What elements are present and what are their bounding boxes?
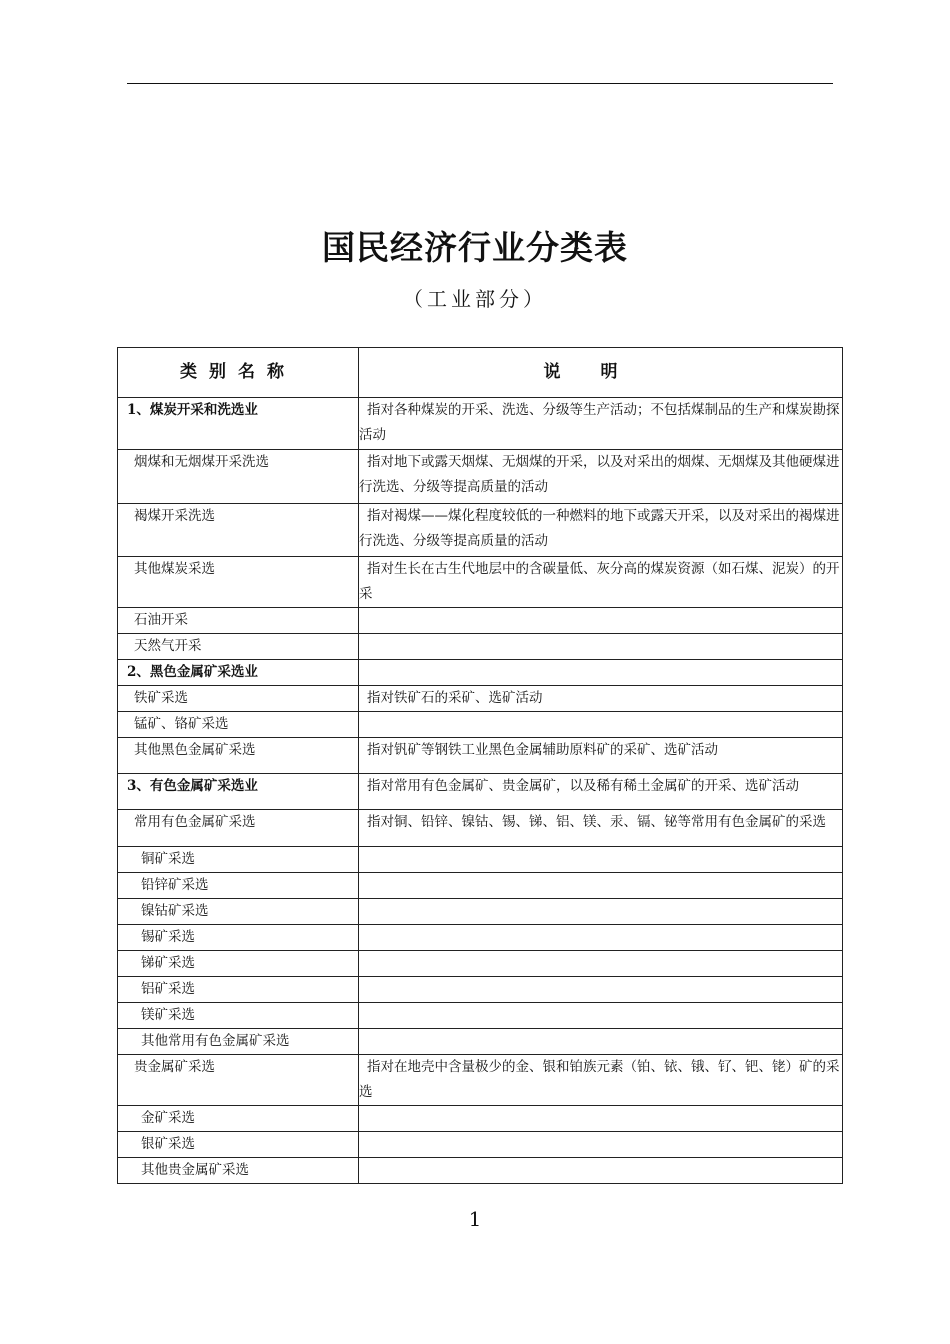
category-name-cell: 天然气开采 bbox=[118, 634, 359, 660]
category-name-cell: 铜矿采选 bbox=[118, 847, 359, 873]
category-name-cell: 锰矿、铬矿采选 bbox=[118, 712, 359, 738]
page-number: 1 bbox=[468, 1207, 482, 1231]
description-cell bbox=[359, 712, 843, 738]
category-name-cell: 镍钴矿采选 bbox=[118, 899, 359, 925]
category-name-cell: 铝矿采选 bbox=[118, 977, 359, 1003]
document-title: 国民经济行业分类表 bbox=[322, 228, 628, 267]
description-cell bbox=[359, 977, 843, 1003]
table-row bbox=[118, 1029, 843, 1055]
category-name-cell: 铁矿采选 bbox=[118, 686, 359, 712]
table-row bbox=[118, 1106, 843, 1132]
table-row bbox=[118, 810, 843, 847]
description-cell bbox=[359, 847, 843, 873]
category-name-cell: 银矿采选 bbox=[118, 1132, 359, 1158]
description-cell bbox=[359, 608, 843, 634]
header-category-name: 类别名称 bbox=[118, 348, 359, 398]
table-row bbox=[118, 847, 843, 873]
table-header-row bbox=[118, 348, 843, 398]
table-row bbox=[118, 951, 843, 977]
description-cell bbox=[359, 873, 843, 899]
description-cell bbox=[359, 1106, 843, 1132]
table-row bbox=[118, 1055, 843, 1106]
table-row bbox=[118, 557, 843, 608]
table-body bbox=[118, 398, 843, 1184]
description-cell bbox=[359, 925, 843, 951]
category-name-cell: 金矿采选 bbox=[118, 1106, 359, 1132]
category-name-cell: 烟煤和无烟煤开采洗选 bbox=[118, 450, 359, 504]
description-cell: 指对在地壳中含量极少的金、银和铂族元素（铂、铱、锇、钌、钯、铑）矿的采选 bbox=[359, 1055, 843, 1106]
table-row bbox=[118, 1158, 843, 1184]
table-row bbox=[118, 686, 843, 712]
table-row bbox=[118, 398, 843, 450]
category-name-cell: 其他煤炭采选 bbox=[118, 557, 359, 608]
header-rule bbox=[127, 83, 833, 84]
description-cell: 指对各种煤炭的开采、洗选、分级等生产活动；不包括煤制品的生产和煤炭勘探活动 bbox=[359, 398, 843, 450]
table-row bbox=[118, 1132, 843, 1158]
description-cell bbox=[359, 634, 843, 660]
category-name-cell: 锑矿采选 bbox=[118, 951, 359, 977]
table-row bbox=[118, 660, 843, 686]
description-cell: 指对地下或露天烟煤、无烟煤的开采，以及对采出的烟煤、无烟煤及其他硬煤进行洗选、分级等提高质量的活动 bbox=[359, 450, 843, 504]
category-name-cell: 其他常用有色金属矿采选 bbox=[118, 1029, 359, 1055]
category-name-cell: 常用有色金属矿采选 bbox=[118, 810, 359, 847]
category-name-cell: 1、煤炭开采和洗选业 bbox=[118, 398, 359, 450]
description-cell bbox=[359, 1029, 843, 1055]
category-name-cell: 其他黑色金属矿采选 bbox=[118, 738, 359, 774]
table-row bbox=[118, 873, 843, 899]
description-cell: 指对生长在古生代地层中的含碳量低、灰分高的煤炭资源（如石煤、泥炭）的开采 bbox=[359, 557, 843, 608]
category-name-cell: 镁矿采选 bbox=[118, 1003, 359, 1029]
table-row bbox=[118, 1003, 843, 1029]
description-cell bbox=[359, 951, 843, 977]
category-name-cell: 贵金属矿采选 bbox=[118, 1055, 359, 1106]
table-row bbox=[118, 774, 843, 810]
table-row bbox=[118, 738, 843, 774]
category-name-cell: 锡矿采选 bbox=[118, 925, 359, 951]
description-cell: 指对常用有色金属矿、贵金属矿，以及稀有稀土金属矿的开采、选矿活动 bbox=[359, 774, 843, 810]
table-row bbox=[118, 712, 843, 738]
table-row bbox=[118, 634, 843, 660]
classification-table bbox=[117, 347, 843, 1184]
category-name-cell: 3、有色金属矿采选业 bbox=[118, 774, 359, 810]
description-cell bbox=[359, 1003, 843, 1029]
document-subtitle: （工业部分） bbox=[403, 287, 547, 311]
table-row bbox=[118, 608, 843, 634]
description-cell: 指对褐煤——煤化程度较低的一种燃料的地下或露天开采，以及对采出的褐煤进行洗选、分级等提高质量的活动 bbox=[359, 504, 843, 557]
table-row bbox=[118, 450, 843, 504]
description-cell bbox=[359, 899, 843, 925]
category-name-cell: 铅锌矿采选 bbox=[118, 873, 359, 899]
table-row bbox=[118, 977, 843, 1003]
description-cell: 指对铜、铅锌、镍钴、锡、锑、铝、镁、汞、镉、铋等常用有色金属矿的采选 bbox=[359, 810, 843, 847]
table-row bbox=[118, 925, 843, 951]
description-cell: 指对钒矿等钢铁工业黑色金属辅助原料矿的采矿、选矿活动 bbox=[359, 738, 843, 774]
description-cell bbox=[359, 1132, 843, 1158]
table-row bbox=[118, 899, 843, 925]
category-name-cell: 褐煤开采洗选 bbox=[118, 504, 359, 557]
description-cell: 指对铁矿石的采矿、选矿活动 bbox=[359, 686, 843, 712]
header-description: 说明 bbox=[359, 348, 843, 398]
table-row bbox=[118, 504, 843, 557]
description-cell bbox=[359, 1158, 843, 1184]
description-cell bbox=[359, 660, 843, 686]
category-name-cell: 2、黑色金属矿采选业 bbox=[118, 660, 359, 686]
category-name-cell: 石油开采 bbox=[118, 608, 359, 634]
category-name-cell: 其他贵金属矿采选 bbox=[118, 1158, 359, 1184]
